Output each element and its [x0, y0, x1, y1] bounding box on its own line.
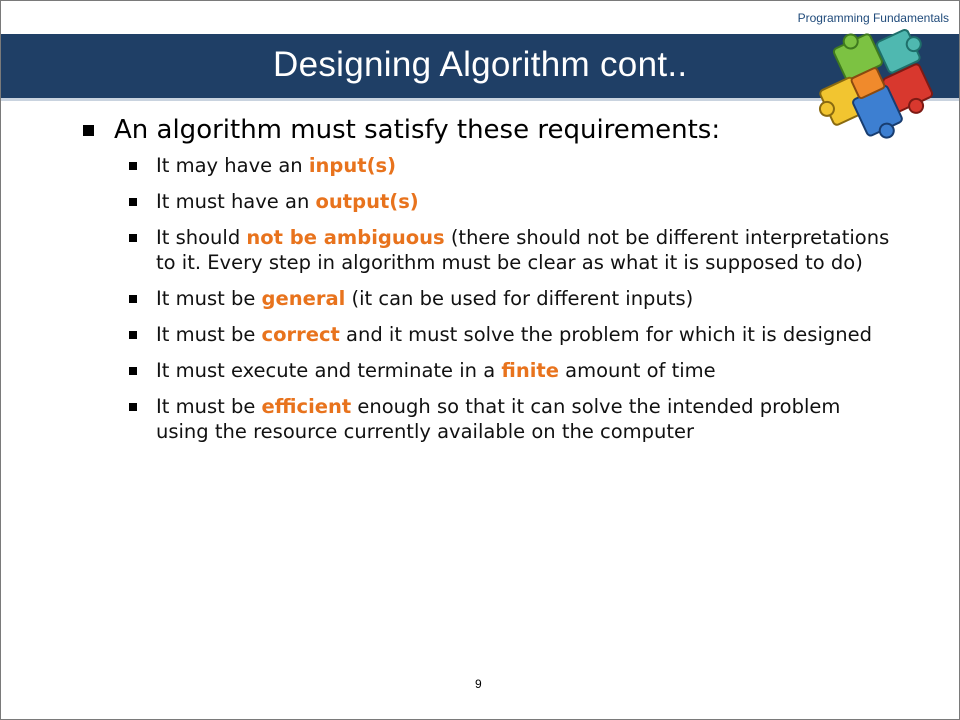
item-highlight: efficient — [261, 395, 352, 418]
content-area — [77, 113, 897, 455]
item-text: It must be — [156, 323, 262, 346]
course-label: Programming Fundamentals — [797, 11, 949, 25]
item-text: It may have an — [156, 154, 309, 177]
list-item — [129, 394, 897, 444]
list-item — [129, 358, 897, 383]
item-highlight: correct — [261, 323, 340, 346]
bullet-square-icon — [83, 125, 94, 136]
list-item — [129, 225, 897, 275]
slide-title: Designing Algorithm cont.. — [273, 45, 688, 84]
requirements-list — [77, 153, 897, 444]
list-item — [129, 322, 897, 347]
item-text: It must be — [156, 287, 262, 310]
bullet-square-icon — [129, 162, 137, 170]
bullet-square-icon — [129, 403, 137, 411]
item-text: It must have an — [156, 190, 316, 213]
bullet-square-icon — [129, 198, 137, 206]
item-text: amount of time — [558, 359, 716, 382]
item-text: and it must solve the problem for which it is designed — [339, 323, 872, 346]
item-text: (it can be used for different inputs) — [345, 287, 694, 310]
item-text: It should — [156, 226, 247, 249]
item-text: enough so that it can solve the intended problem using the resource currently available on the computer — [156, 395, 841, 443]
bullet-square-icon — [129, 295, 137, 303]
item-text: It must be — [156, 395, 262, 418]
list-item — [129, 189, 897, 214]
bullet-square-icon — [129, 234, 137, 242]
page-number: 9 — [475, 677, 482, 691]
main-bullet — [77, 113, 897, 147]
item-highlight: input(s) — [308, 154, 397, 177]
item-highlight: general — [261, 287, 346, 310]
list-item — [129, 153, 897, 178]
item-text: (there should not be different interpretations to it. Every step in algorithm must be clear as what it is supposed to do) — [156, 226, 890, 274]
item-highlight: output(s) — [315, 190, 419, 213]
item-text: It must execute and terminate in a — [156, 359, 502, 382]
main-bullet-text: An algorithm must satisfy these requirements: — [114, 115, 721, 145]
bullet-square-icon — [129, 367, 137, 375]
item-highlight: not be ambiguous — [246, 226, 445, 249]
item-highlight: finite — [501, 359, 559, 382]
title-bar — [1, 34, 959, 98]
bullet-square-icon — [129, 331, 137, 339]
list-item — [129, 286, 897, 311]
